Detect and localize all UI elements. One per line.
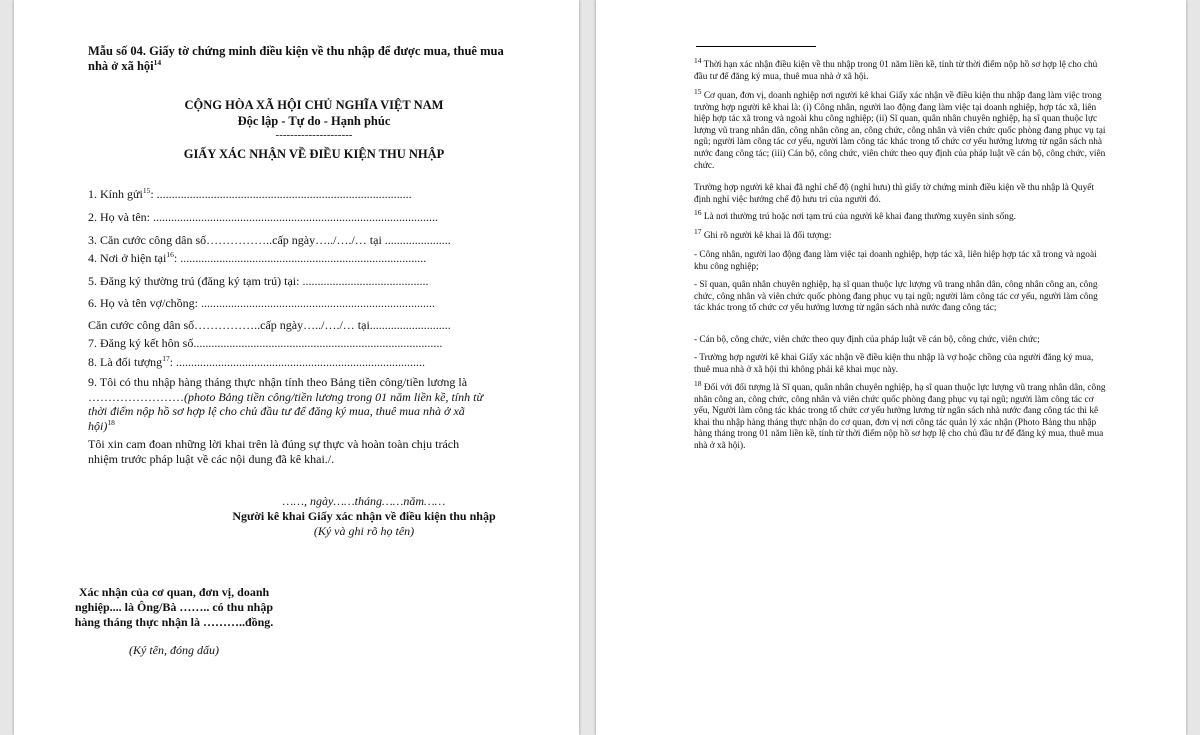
footnote-18: $^{18}$ Đối với đối tượng là Sĩ quan, quân nhân chuyên nghiệp, hạ sĩ quan thuộc lực lượng vũ trang nhân dân, công nhân công an, công chức, công nhân và viên chức quốc phòng đang phục vụ tại ngũ; người làm công tác cơ yếu, Người làm công tác khác trong tổ chức cơ yếu hưởng lương từ ngân sách nhà nước đang công tác thì kê khai thu nhập hàng tháng thực nhận do cơ quan, đơn vị nơi công tác quản lý xác nhận (Photo Bảng thu nhập hàng tháng trong 01 năm liền kề, tính từ thời điểm nộp hồ sơ hợp lệ cho chủ đầu tư để đăng ký mua, thuê mua nhà ở xã hội).	[694, 378, 1106, 451]
footnote-17: $^{17}$ Ghi rõ người kê khai là đối tượng:	[694, 226, 832, 241]
footnote-17-item-3: - Cán bộ, công chức, viên chức theo quy định của pháp luật về cán bộ, công chức, viên chức;	[694, 335, 1040, 345]
field-applicant-category[interactable]: 8. Là đối tượng$^{17}$: ...................................................................................	[88, 354, 426, 369]
field-monthly-income[interactable]: 9. Tôi có thu nhập hàng tháng thực nhận tính theo Bảng tiền công/tiền lương là ……………………(photo Bảng tiền công/tiền lương trong 01 năm liền kề, tính từ thời điểm nộp hồ sơ hợp lệ cho chủ đầu tư để đăng ký mua, thuê mua nhà ở xã hội)$^{18}$	[88, 375, 484, 433]
footnote-17-item-2: - Sĩ quan, quân nhân chuyên nghiệp, hạ sĩ quan thuộc lực lượng vũ trang nhân dân, công nhân công an, công chức, công nhân và viên chức quốc phòng đang phục vụ tại ngũ; người làm công tác cơ yếu, người làm công tác khác trong tổ chức cơ yếu hưởng lương từ ngân sách nhà nước đang công tác;	[694, 280, 1098, 314]
document-page-1	[14, 0, 579, 735]
employer-confirmation: Xác nhận của cơ quan, đơn vị, doanh nghiệp.... là Ông/Bà …….. có thu nhập hàng tháng thực nhận là ………..đồng.	[74, 585, 274, 629]
signer-note: (Ký và ghi rõ họ tên)	[313, 524, 415, 538]
footnote-17-item-1: - Công nhân, người lao động đang làm việc tại doanh nghiệp, hợp tác xã, liên hiệp hợp tác xã trong và ngoài khu công nghiệp;	[694, 250, 1097, 272]
form-number-title: Mẫu số 04. Giấy tờ chứng minh điều kiện về thu nhập để được mua, thuê mua nhà ở xã hội$^{14}$	[88, 44, 504, 73]
field-recipient[interactable]: 1. Kính gửi$^{15}$: .....................................................................................	[88, 186, 412, 201]
field-full-name[interactable]: 2. Họ và tên: ...............................................................................................	[88, 210, 438, 224]
national-motto: Độc lập - Tự do - Hạnh phúc	[237, 114, 391, 128]
national-name: CỘNG HÒA XÃ HỘI CHỦ NGHĨA VIỆT NAM	[184, 98, 444, 112]
footnote-15: $^{15}$ Cơ quan, đơn vị, doanh nghiệp nơi người kê khai Giấy xác nhận về điều kiện thu nhập đang làm việc trong trường hợp người kê khai là: (i) Công nhân, người lao động đang làm việc tại doanh nghiệp, hợp tác xã, liên hiệp hợp tác xã trong và ngoài khu công nghiệp; (ii) Sĩ quan, quân nhân chuyên nghiệp, hạ sĩ quan thuộc lực lượng vũ trang nhân dân, công nhân công an, công chức, công nhân và viên chức quốc phòng đang phục vụ tại ngũ; người làm công tác cơ yếu, người làm công tác khác trong tổ chức cơ yếu hưởng lương từ ngân sách nhà nước đang công tác; (iii) Cán bộ, công chức, viên chức theo quy định của pháp luật về cán bộ, công chức, viên chức.	[694, 86, 1106, 171]
signer-title: Người kê khai Giấy xác nhận về điều kiện thu nhập	[232, 509, 496, 523]
footnote-16: $^{16}$ Là nơi thường trú hoặc nơi tạm trú của người kê khai đang thường xuyên sinh sống.	[694, 207, 1016, 222]
pledge-paragraph: Tôi xin cam đoan những lời khai trên là đúng sự thực và hoàn toàn chịu trách nhiệm trước pháp luật về các nội dung đã kê khai./.	[88, 437, 460, 466]
date-line[interactable]: ……, ngày……tháng……năm……	[282, 494, 446, 508]
footnote-17-item-4: - Trường hợp người kê khai Giấy xác nhận về điều kiện thu nhập là vợ hoặc chồng của người đăng ký mua, thuê mua nhà ở xã hội thì không phải kê khai mục này.	[694, 353, 1094, 375]
field-permanent-residence[interactable]: 5. Đăng ký thường trú (đăng ký tạm trú) tại: ..........................................	[88, 274, 429, 288]
field-spouse-id-card[interactable]: Căn cước công dân số……………..cấp ngày…../…./… tại...........................	[88, 318, 451, 332]
footnote-separator	[696, 46, 816, 47]
field-current-address[interactable]: 4. Nơi ở hiện tại$^{16}$: ..................................................................................	[88, 250, 427, 265]
footnote-14: $^{14}$ Thời hạn xác nhận điều kiện về thu nhập trong 01 năm liền kề, tính từ thời điểm nộp hồ sơ hợp lệ cho chủ đầu tư để đăng ký mua, thuê mua nhà ở xã hội.	[694, 55, 1098, 82]
document-page-2	[596, 0, 1186, 735]
field-marriage-registration[interactable]: 7. Đăng ký kết hôn số...................................................................................	[88, 336, 443, 350]
motto-separator: ---------------------	[275, 129, 353, 141]
field-id-card[interactable]: 3. Căn cước công dân số……………..cấp ngày…../…./… tại ......................	[88, 233, 451, 247]
document-title: GIẤY XÁC NHẬN VỀ ĐIỀU KIỆN THU NHẬP	[183, 147, 445, 161]
footnote-ref[interactable]: 14	[153, 57, 162, 67]
confirmation-note: (Ký tên, đóng dấu)	[129, 643, 219, 657]
field-spouse-name[interactable]: 6. Họ và tên vợ/chồng: ..............................................................................	[88, 296, 435, 310]
footnote-15-retired: Trường hợp người kê khai đã nghỉ chế độ (nghỉ hưu) thì giấy tờ chứng minh điều kiện về thu nhập là Quyết định nghỉ việc hưởng chế độ hưu trí của người đó.	[694, 183, 1094, 205]
